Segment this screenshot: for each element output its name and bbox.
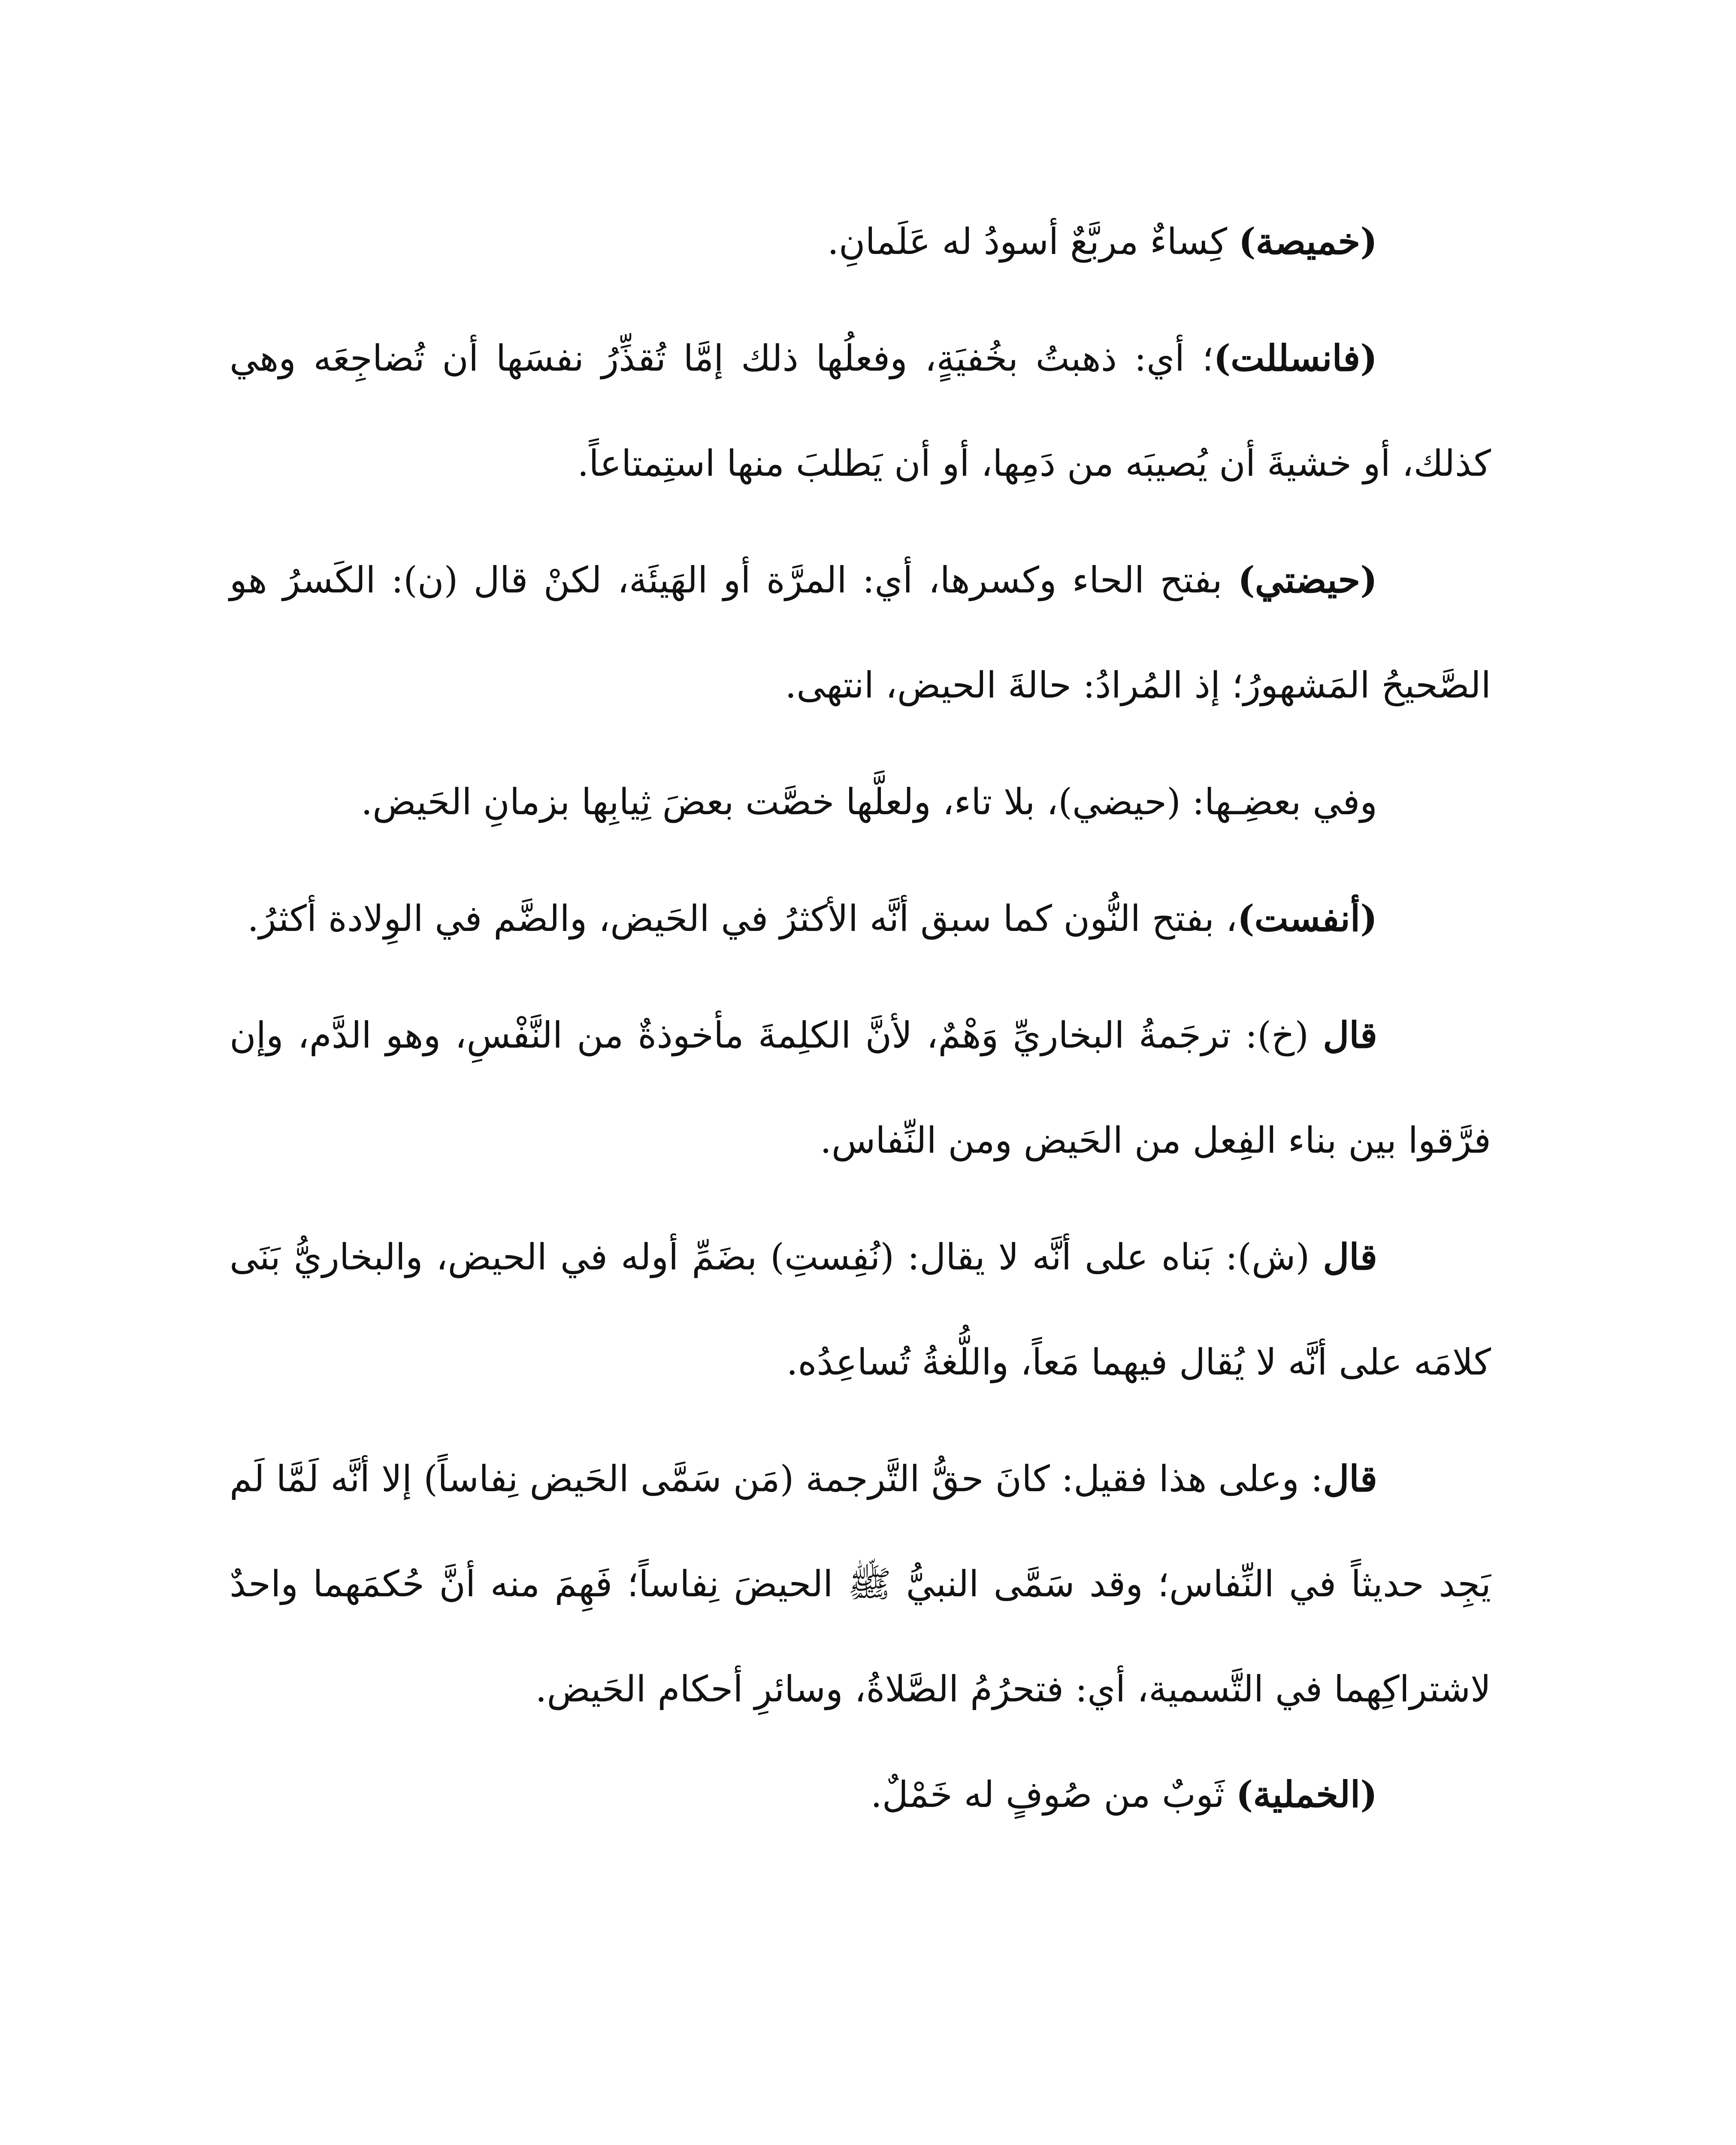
paragraph-fansalalt	[230, 305, 1491, 516]
paragraph-haydati	[230, 527, 1491, 738]
paragraph-text: (خ): ترجَمةُ البخاريِّ وَهْمٌ، لأنَّ الكلِمةَ مأخوذةٌ من النَّفْسِ، وهو الدَّم، وإن فرَّقوا بين بناء الفِعل من الحَيض ومن النِّفاس.	[230, 1014, 1491, 1161]
paragraph-text: : وعلى هذا فقيل: كانَ حقُّ التَّرجمة (مَن سَمَّى الحَيض نِفاساً) إلا أنَّه لَمَّا لَم يَجِد حديثاً في النِّفاس؛ وقد سَمَّى النبيُّ ﷺ الحيضَ نِفاساً؛ فَهِمَ منه أنَّ حُكمَهما واحدٌ لاشتراكِهما في التَّسمية، أي: فتحرُمُ الصَّلاةُ، وسائرِ أحكام الحَيض.	[230, 1458, 1491, 1710]
term-label: قال	[1323, 1236, 1377, 1278]
paragraph-khamiliyya	[230, 1742, 1491, 1847]
paragraph-text: بفتح الحاء وكسرها، أي: المرَّة أو الهَيئَة، لكنْ قال (ن): الكَسرُ هو الصَّحيحُ المَشهورُ؛ إذ المُرادُ: حالةَ الحيض، انتهى.	[230, 559, 1491, 706]
term-label: قال	[1323, 1457, 1377, 1500]
paragraph-text: وفي بعضِـها: (حيضي)، بلا تاء، ولعلَّها خصَّت بعضَ ثِيابِها بزمانِ الحَيض.	[361, 781, 1377, 823]
paragraph-qal-kh	[230, 982, 1491, 1193]
paragraph-anafist	[230, 866, 1491, 971]
term-label: (أنفست)	[1237, 897, 1377, 940]
term-label: (الخملية)	[1236, 1773, 1377, 1816]
paragraph-qal	[230, 1426, 1491, 1742]
paragraph-qal-sh	[230, 1204, 1491, 1415]
paragraph-text: (ش): بَناه على أنَّه لا يقال: (نُفِستِ) بضَمِّ أوله في الحيض، والبخاريُّ بَنَى كلامَه على أنَّه لا يُقال فيهما مَعاً، واللُّغةُ تُساعِدُه.	[230, 1236, 1491, 1383]
term-label: (خميصة)	[1238, 220, 1377, 263]
paragraph-text: ، بفتح النُّون كما سبق أنَّه الأكثرُ في الحَيض، والضَّم في الوِلادة أكثرُ.	[247, 897, 1237, 940]
term-label: (حيضتي)	[1238, 559, 1377, 601]
paragraph-khamisa	[230, 189, 1491, 294]
commentary-text	[230, 189, 1491, 1847]
paragraph-text: ثَوبٌ من صُوفٍ له خَمْلٌ.	[871, 1773, 1236, 1816]
term-label: قال	[1323, 1014, 1377, 1056]
paragraph-haydi	[230, 749, 1491, 855]
paragraph-text: ؛ أي: ذهبتُ بخُفيَةٍ، وفعلُها ذلك إمَّا تُقذِّرُ نفسَها أن تُضاجِعَه وهي كذلك، أو خشيةَ أن يُصيبَه من دَمِها، أو أن يَطلبَ منها استِمتاعاً.	[230, 337, 1491, 484]
term-label: (فانسللت)	[1213, 337, 1377, 379]
paragraph-text: كِساءٌ مربَّعٌ أسودُ له عَلَمانِ.	[827, 221, 1239, 263]
